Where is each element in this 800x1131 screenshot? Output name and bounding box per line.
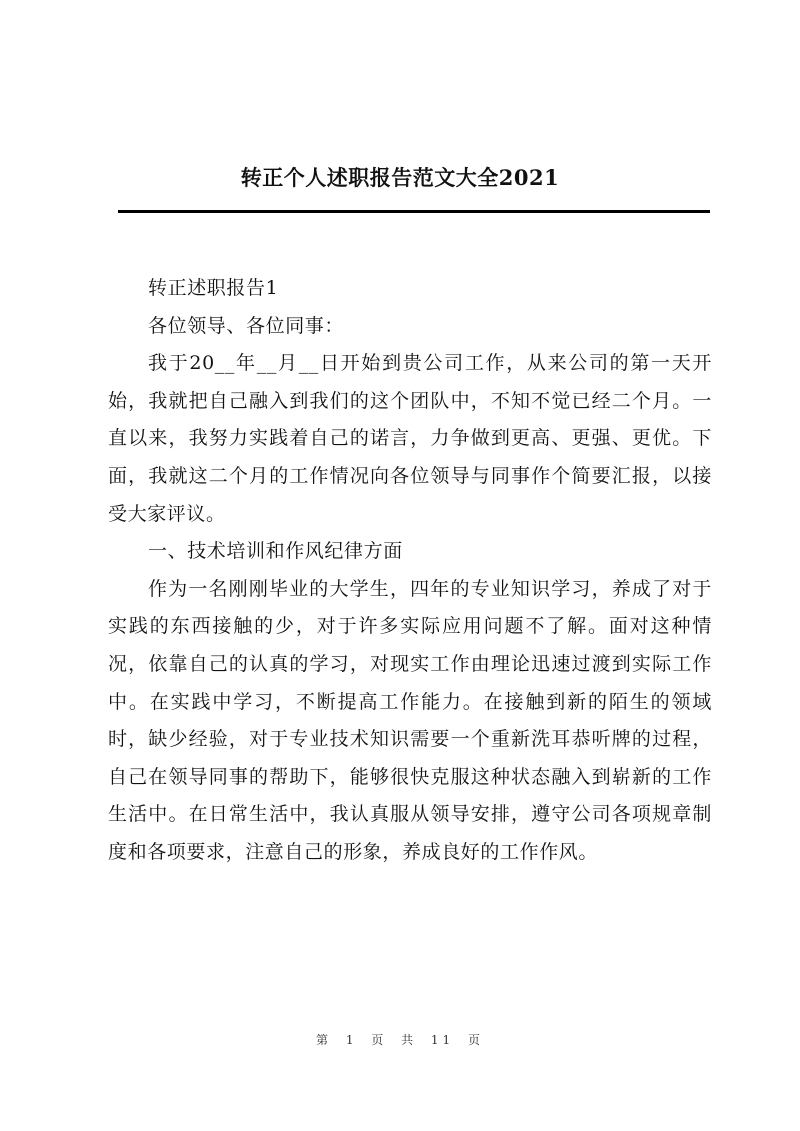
paragraph-intro: 我于20__年__月__日开始到贵公司工作，从来公司的第一天开始，我就把自己融入到我们的这个团队中，不知不觉已经二个月。一直以来，我努力实践着自己的诺言，力争做到更高、更强、更优。下面，我就这二个月的工作情况向各位领导与同事作个简要汇报，以接受大家评议。	[108, 352, 712, 525]
paragraph-training: 作为一名刚刚毕业的大学生，四年的专业知识学习，养成了对于实践的东西接触的少，对于许多实际应用问题不了解。面对这种情况，依靠自己的认真的学习，对现实工作由理论迅速过渡到实际工作中。在实践中学习，不断提高工作能力。在接触到新的陌生的领域时，缺少经验，对于专业技术知识需要一个重新洗耳恭听牌的过程，自己在领导同事的帮助下，能够很快克服这种状态融入到崭新的工作生活中。在日常生活中，我认真服从领导安排，遵守公司各项规章制度和各项要求，注意自己的形象，养成良好的工作作风。	[108, 577, 712, 863]
page-number-footer: 第 1 页 共 11 页	[316, 1033, 484, 1047]
title-divider	[118, 210, 710, 213]
document-body	[108, 270, 712, 872]
document-title: 转正个人述职报告范文大全2021	[240, 165, 560, 190]
salutation: 各位领导、各位同事：	[148, 314, 345, 337]
section-heading-training: 一、技术培训和作风纪律方面	[148, 540, 403, 563]
section-heading-report: 转正述职报告1	[148, 277, 279, 299]
